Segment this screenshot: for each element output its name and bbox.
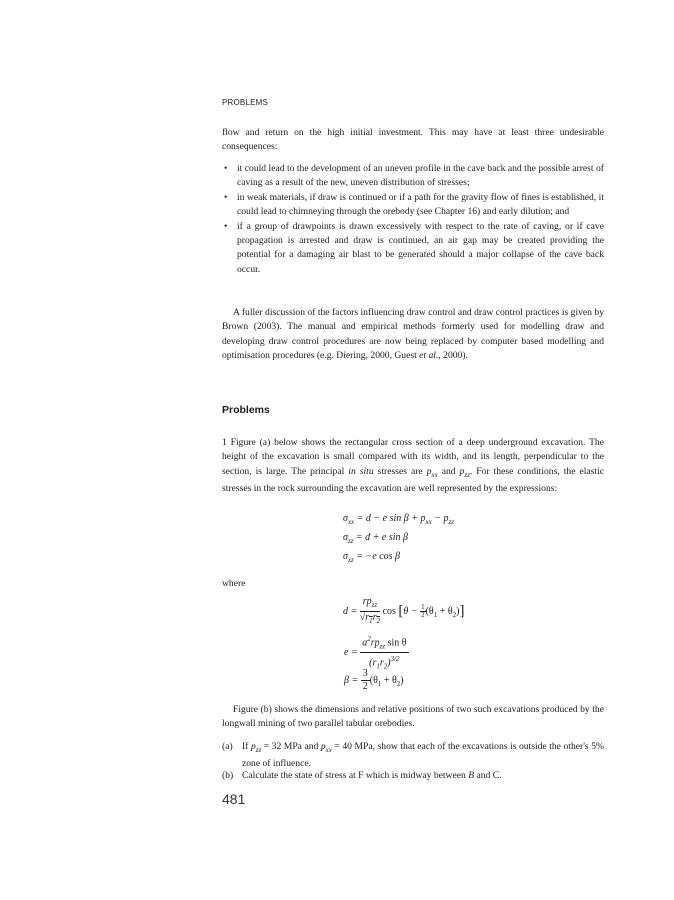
equation-sigma-xx: $\sigma_{xx} = d - e$ $\sin \beta + p_{xx} - p_{zz}$ [343, 513, 454, 526]
list-item: • it could lead to the development of an uneven profile in the cave back and the possible arrest of caving as a result of the new, uneven distribution of stresses; [224, 163, 604, 189]
page-number: 481 [222, 791, 246, 807]
equation-e: e = $\frac{a^2rp_{zz} \sin \theta}{(r_1r_2)^{3/2}}$ [344, 635, 407, 671]
fuller-discussion-paragraph: A fuller discussion of the factors influencing draw control and draw control practices is given by Brown (2003). The manual and empirical methods formerly used for modelling draw and developing draw control procedures are now being replaced by computer based modelling and optimisation procedures (e.g. Diering, 2000, Guest et al., 2000). [222, 307, 604, 362]
bullet-icon: • [224, 163, 228, 174]
where-label: where [222, 578, 246, 589]
section-title: Problems [222, 404, 270, 416]
list-item: • if a group of drawpoints is drawn excessively with respect to the rate of caving, or if cave propagation is arrested and draw is continued, an air gap may be created providing the potential for a damaging air blast to be generated should a major collapse of the cave back occur. [224, 220, 604, 275]
equation-sigma-zz: $\sigma_{zz} = d + e$ sin β [343, 532, 408, 545]
question-a: (a) If $p_{zz} = 32$ MPa and $p_{xx} = 40$ MPa, show that each of the excavations is outside the other's 5% zone of influence. [222, 741, 604, 770]
equation-beta: β = $\frac{3}{2}$ $(\theta_1 + \theta_2)$ [344, 668, 404, 692]
bullet-icon: • [224, 220, 228, 232]
bullet-icon: • [224, 191, 228, 203]
equation-sigma-xz: $\sigma_{xz} = -e$ cos β [343, 551, 401, 564]
problem-1-paragraph: 1 Figure (a) below shows the rectangular cross section of a deep underground excavation. The height of the excavation is small compared with its width, and its length, perpendicular to the section, is large. The principal in situ stresses are $p_{xx}$ and $p_{zz}$. For these conditions, the elastic stresses in the rock surrounding the excavation are well represented by the expressions: [222, 437, 604, 495]
running-header: PROBLEMS [222, 98, 269, 107]
consequence-list [222, 162, 604, 277]
question-b: (b) Calculate the state of stress at F which is midway between B and C. [222, 770, 502, 781]
equation-d: d = $\frac{rp_{zz}}{√r_1r_2}$ cos [θ − $\frac{1}{2}$ $(\theta_1 + \theta_2)$] [343, 596, 465, 625]
figure-b-paragraph: Figure (b) shows the dimensions and relative positions of two such excavations produced by the longwall mining of two parallel tabular orebodies. [222, 704, 604, 730]
list-item: • in weak materials, if draw is continued or if a path for the gravity flow of fines is established, it could lead to chimneying through the orebody (see Chapter 16) and early dilution; and [224, 191, 604, 218]
intro-paragraph: flow and return on the high initial investment. This may have at least three undesirable consequences: [222, 127, 604, 153]
